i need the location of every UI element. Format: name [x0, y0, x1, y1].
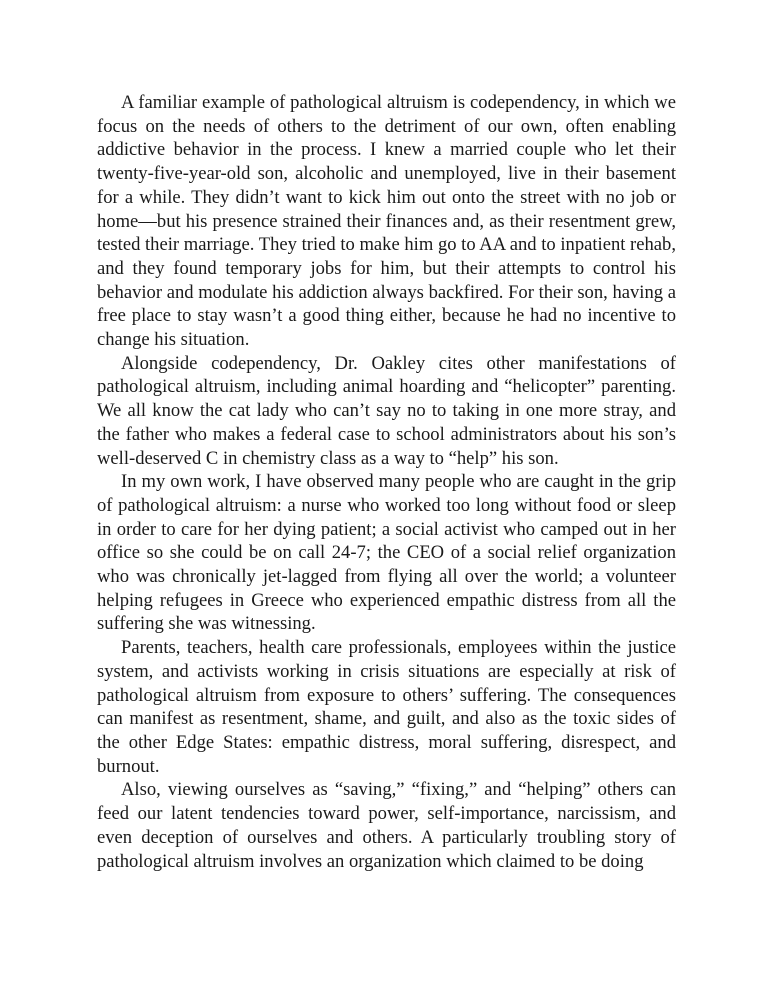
- paragraph-manifestations: Alongside codependency, Dr. Oakley cites other manifestations of pathological altruism, including animal hoarding and “helicopter” parenting. We all know the cat lady who can’t say no to taking in one more stray, and the father who makes a federal case to school administrators about his son’s well-deserved C in chemistry class as a way to “help” his son.: [97, 352, 676, 469]
- paragraph-saving-fixing: Also, viewing ourselves as “saving,” “fixing,” and “helping” others can feed our latent tendencies toward power, self-importance, narcissism, and even deception of ourselves and others. A particularly troubling story of pathological altruism involves an organization which claimed to be doing: [97, 779, 676, 872]
- paragraph-codependency: A familiar example of pathological altruism is codependency, in which we focus on the needs of others to the detriment of our own, often enabling addictive behavior in the process. I knew a married couple who let their twenty-five-year-old son, alcoholic and unemployed, live in their basement for a while. They didn’t want to kick him out onto the street with no job or home—but his presence strained their finances and, as their resentment grew, tested their marriage. They tried to make him go to AA and to inpatient rehab, and they found temporary jobs for him, but their attempts to control his behavior and modulate his addiction always backfired. For their son, having a free place to stay wasn’t a good thing either, because he had no incentive to change his situation.: [97, 92, 677, 351]
- body-text: [97, 91, 676, 873]
- paragraph-at-risk: Parents, teachers, health care professionals, employees within the justice system, and activists working in crisis situations are especially at risk of pathological altruism from exposure to others’ suffering. The consequences can manifest as resentment, shame, and guilt, and also as the toxic sides of the other Edge States: empathic distress, moral suffering, disrespect, and burnout.: [97, 637, 676, 777]
- paragraph-own-work: In my own work, I have observed many people who are caught in the grip of pathological altruism: a nurse who worked too long without food or sleep in order to care for her dying patient; a social activist who camped out in her office so she could be on call 24-7; the CEO of a social relief organization who was chronically jet-lagged from flying all over the world; a volunteer helping refugees in Greece who experienced empathic distress from all the suffering she was witnessing.: [97, 471, 676, 635]
